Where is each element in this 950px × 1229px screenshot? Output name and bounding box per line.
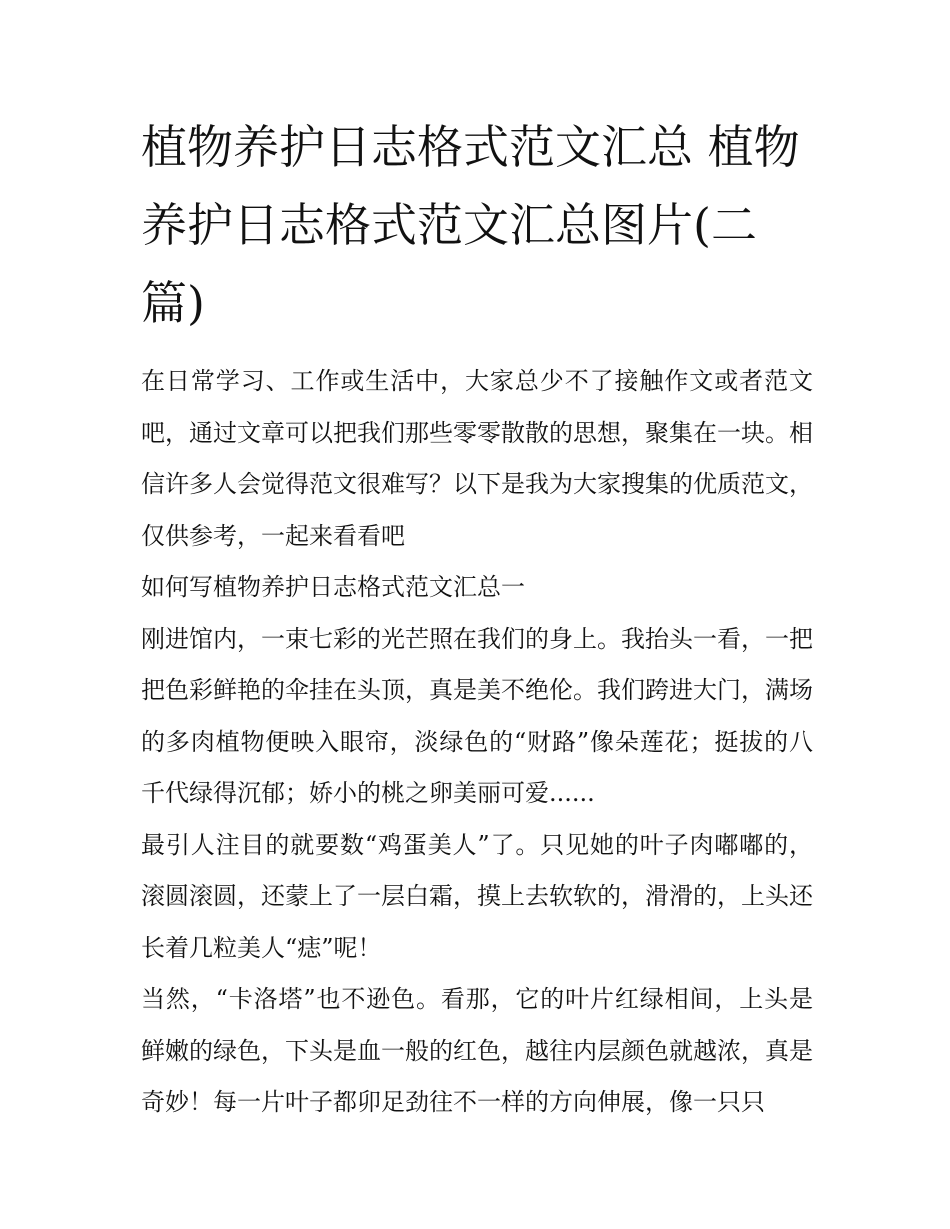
body-paragraph: 最引人注目的就要数“鸡蛋美人”了。只见她的叶子肉嘟嘟的，滚圆滚圆，还蒙上了一层白霜，摸上去软软的，滑滑的，上头还长着几粒美人“痣”呢！ — [141, 830, 813, 962]
section-heading: 如何写植物养护日志格式范文汇总一 — [141, 573, 525, 601]
body-paragraph: 刚进馆内，一束七彩的光芒照在我们的身上。我抬头一看，一把把色彩鲜艳的伞挂在头顶，真是美不绝伦。我们跨进大门，满场的多肉植物便映入眼帘，淡绿色的“财路”像朵莲花；挺拔的八千代绿得沉郁；娇小的桃之卵美丽可爱...... — [141, 624, 813, 807]
body-paragraph: 当然，“卡洛塔”也不逊色。看那，它的叶片红绿相间，上头是鲜嫩的绿色，下头是血一般的红色，越往内层颜色就越浓，真是奇妙！每一片叶子都卯足劲往不一样的方向伸展，像一只只 — [141, 985, 813, 1116]
intro-paragraph: 在日常学习、工作或生活中，大家总少不了接触作文或者范文吧，通过文章可以把我们那些零零散散的思想，聚集在一块。相信许多人会觉得范文很难写？以下是我为大家搜集的优质范文，仅供参考，一起来看看吧 — [141, 367, 813, 550]
document-page — [141, 108, 813, 1129]
document-title: 植物养护日志格式范文汇总 植物养护日志格式范文汇总图片(二篇) — [141, 120, 800, 330]
